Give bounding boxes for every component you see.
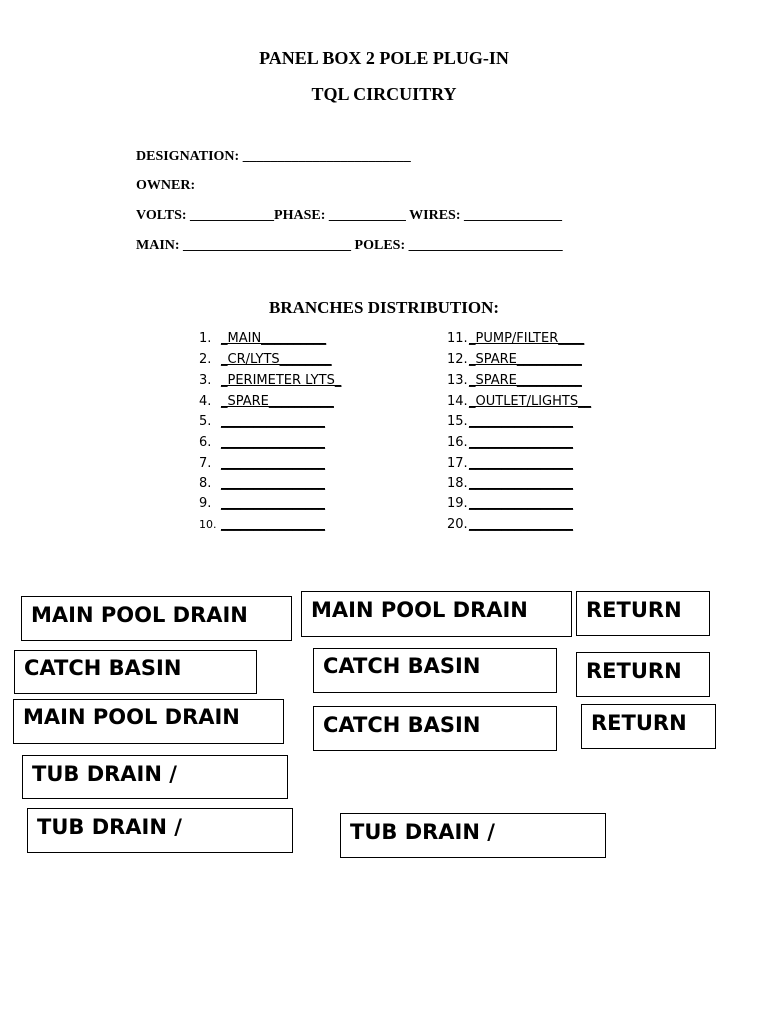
main-pool-drain-label: MAIN POOL DRAIN <box>301 591 572 637</box>
branch-item <box>199 517 325 532</box>
main-poles-field: MAIN: ________________________ POLES: ______________________ <box>136 238 563 253</box>
return-label: RETURN <box>576 591 710 636</box>
branch-item <box>447 331 584 346</box>
document-subtitle: TQL CIRCUITRY <box>311 84 457 104</box>
branch-value: _SPARE__________ <box>469 373 582 388</box>
branch-number: 20. <box>447 517 468 532</box>
branch-value: ________________ <box>221 517 325 532</box>
branch-number: 9. <box>199 496 212 511</box>
branch-number: 4. <box>199 394 212 409</box>
branch-item <box>199 456 325 471</box>
designation-field: DESIGNATION: ________________________ <box>136 149 411 164</box>
branch-value: ________________ <box>221 496 325 511</box>
branch-number: 5. <box>199 414 212 429</box>
catch-basin-label: CATCH BASIN <box>313 706 557 751</box>
branch-number: 7. <box>199 456 212 471</box>
branch-number: 16. <box>447 435 468 450</box>
tub-drain-label: TUB DRAIN / <box>27 808 293 853</box>
branch-item <box>447 476 573 491</box>
branch-item <box>447 456 573 471</box>
branch-number: 3. <box>199 373 212 388</box>
branch-item <box>199 476 325 491</box>
branch-number: 1. <box>199 331 212 346</box>
branch-item <box>199 352 332 367</box>
owner-field: OWNER: <box>136 178 196 193</box>
volts-phase-wires-field: VOLTS: ____________PHASE: ___________ WIRES: ______________ <box>136 208 562 223</box>
branch-item <box>199 414 325 429</box>
return-label: RETURN <box>576 652 710 697</box>
branch-number: 19. <box>447 496 468 511</box>
branch-item <box>199 394 334 409</box>
branch-item <box>199 496 325 511</box>
branch-item <box>447 373 582 388</box>
branch-value: ________________ <box>469 414 573 429</box>
tub-drain-label: TUB DRAIN / <box>340 813 606 858</box>
branch-number: 15. <box>447 414 468 429</box>
branch-number: 18. <box>447 476 468 491</box>
branch-item <box>447 394 591 409</box>
branch-value: ________________ <box>469 435 573 450</box>
branch-item <box>199 373 341 388</box>
branch-value: ________________ <box>221 435 325 450</box>
branch-number: 6. <box>199 435 212 450</box>
branch-number: 12. <box>447 352 468 367</box>
branch-number: 17. <box>447 456 468 471</box>
branch-item <box>199 331 326 346</box>
branch-value: _PERIMETER LYTS_ <box>221 373 342 388</box>
branch-value: ________________ <box>221 456 325 471</box>
branch-item <box>447 517 573 532</box>
tub-drain-label: TUB DRAIN / <box>22 755 288 799</box>
branch-item <box>447 496 573 511</box>
branches-heading: BRANCHES DISTRIBUTION: <box>268 298 500 317</box>
main-pool-drain-label: MAIN POOL DRAIN <box>13 699 284 744</box>
document-title: PANEL BOX 2 POLE PLUG-IN <box>259 48 509 68</box>
branch-value: ________________ <box>469 517 573 532</box>
branch-number: 8. <box>199 476 212 491</box>
catch-basin-label: CATCH BASIN <box>313 648 557 693</box>
branch-number: 10. <box>199 518 217 531</box>
branch-item <box>447 414 573 429</box>
branch-number: 13. <box>447 373 468 388</box>
branch-item <box>447 435 573 450</box>
branch-value: ________________ <box>469 476 573 491</box>
branch-value: _PUMP/FILTER____ <box>469 331 585 346</box>
branch-number: 2. <box>199 352 212 367</box>
return-label: RETURN <box>581 704 716 749</box>
branch-number: 14. <box>447 394 468 409</box>
branch-value: _MAIN__________ <box>221 331 327 346</box>
branch-item <box>447 352 582 367</box>
main-pool-drain-label: MAIN POOL DRAIN <box>21 596 292 641</box>
branch-value: _OUTLET/LIGHTS__ <box>469 394 592 409</box>
branch-item <box>199 435 325 450</box>
branch-number: 11. <box>447 331 468 346</box>
branch-value: ________________ <box>469 496 573 511</box>
branch-value: _SPARE__________ <box>469 352 582 367</box>
branch-value: _CR/LYTS________ <box>221 352 332 367</box>
branch-value: _SPARE__________ <box>221 394 334 409</box>
catch-basin-label: CATCH BASIN <box>14 650 257 694</box>
branch-value: ________________ <box>221 414 325 429</box>
branch-value: ________________ <box>469 456 573 471</box>
branch-value: ________________ <box>221 476 325 491</box>
